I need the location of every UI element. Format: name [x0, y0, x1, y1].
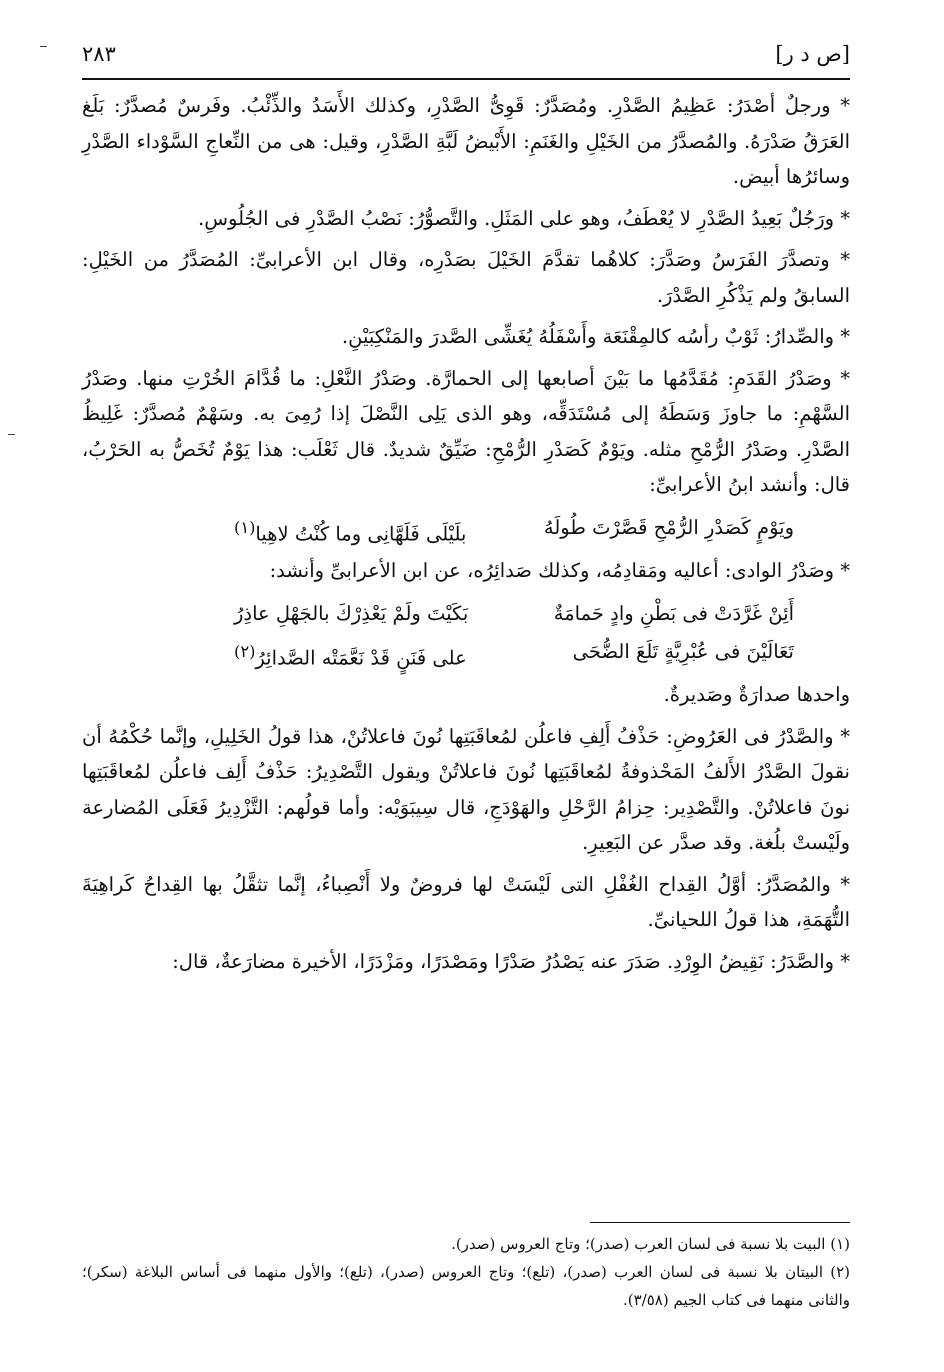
verse-hemistich-first: ويَوْمٍ كَصَدْرِ الرُّمْحِ قَصَّرْتَ طُولَهُ: [543, 515, 794, 539]
header-rule: [82, 78, 850, 80]
verse-line-3: [234, 633, 794, 678]
paragraph-6: * والصَّدْرُ فى العَرُوضِ: حَذْفُ أَلِفِ فاعلُن لمُعاقَبَتِها نُونَ فاعلاتُنْ، هذا قولُ الخَلِيلِ، وإنَّما حُكْمُهُ أن نقولَ الصَّدْرُ الأَلفُ المَحْذوفةُ لمُعاقَبَتِها نُونَ فاعلاتُنْ ويقول التَّصْدِيرُ: حَذْفُ أَلِف فاعلُن لمُعاقَبَتِها نونَ فاعلاتُنْ. والتَّصْدِير: حِزامُ الرَّحْلِ والهَوْدَجِ، قال سِيبَوَيْه: وأما قولُهم: التَّزْدِيرُ فَعَلَى المُضارعة ولَيْستْ بلُغة. وقد صدَّر عن البَعِيرِ.: [82, 724, 850, 854]
paragraph-8: * والصَّدَرُ: نَقِيضُ الوِرْدِ. صَدَرَ عنه يَصْدُرُ صَدْرًا ومَصْدَرًا، ومَزْدَرًا، الأخيرة مضارَعةٌ، قال:: [172, 949, 850, 973]
verse-hemistich-first: أَئِنْ غَرَّدَتْ فى بَطْنِ وادٍ حَمامَةٌ: [553, 601, 794, 625]
page-number: ٢٨٣: [82, 42, 116, 66]
verse-hemistich-second: بَكَيْتَ ولَمْ يَعْذِرْكَ بالجَهْلِ عاذِرُ: [234, 601, 469, 625]
margin-mark: [8, 434, 15, 435]
verse-line-1: [234, 509, 794, 554]
paragraph-7: * والمُصَدَّرُ: أوَّلُ القِداح الغُفْلِ التى لَيْسَتْ لها فروضٌ ولا أَنْصِباءُ، إنَّما تثقَّلُ بها القِداحُ كَراهِيَةَ التُّهَمَةِ، هذا قولُ اللحيانىِّ.: [82, 872, 850, 931]
verse-hemistich-second: [234, 509, 466, 554]
paragraph-wadi: * وصَدْرُ الوادى: أعاليه ومَقادِمُه، وكذلك صَدائِرُه، عن ابن الأعرابىِّ وأنشد:: [269, 559, 850, 582]
paragraph-wadi-end: واحدها صدارَةٌ وصَديرةٌ.: [663, 683, 850, 706]
paragraph-5: * وصَدْرُ القَدَمِ: مُقَدَّمُها ما بَيْنَ أصابعها إلى الحمارَّة. وصَدْرُ النَّعْلِ: ما قُدَّامَ الخُرْتِ منها. وصَدْرُ السَّهْمِ: ما جاوزَ وَسَطَهُ إلى مُسْتَدَقِّه، وهو الذى يَلِى النَّصْلَ إذا رُمِىَ به. وسَهْمٌ مُصدَّرٌ: غَلِيظُ الصَّدْرِ. وصَدْرُ الرُّمْحِ مثله. ويَوْمٌ كَصَدْرِ الرُّمْحِ: ضَيِّقٌ شديدٌ. قال ثَعْلَب: هذا يَوْمٌ تُخَصُّ به الحَرْبُ، قال: وأنشد ابنُ الأعرابىِّ:: [82, 366, 850, 496]
footnotes: [82, 1230, 850, 1314]
root-heading: [ص د ر]: [775, 42, 850, 66]
paragraph-1: * ورجلٌ أصْدَرُ: عَظِيمُ الصَّدْرِ. ومُصَدَّرٌ: قَوِىُّ الصَّدْرِ، وكذلك الأَسَدُ والذِّئْبُ. وفَرسٌ مُصدَّرٌ: بَلَغ العَرَقُ صَدْرَهُ. والمُصدَّرُ من الخَيْلِ والغَنَمِ: الأَبْيضُ لَبَّةِ الصَّدْرِ، وقيل: هى من النِّعاجِ السَّوْداء الصَّدْرِ وسائرُها أبيض.: [82, 94, 850, 188]
paragraph-4: * والصِّدارُ: ثَوْبٌ رأسُه كالمِقْنَعَة وأَسْفَلُهُ يُغَشِّى الصَّدرَ والمَنْكِبَيْنِ.: [341, 325, 850, 348]
footnote-1: (١) البيت بلا نسبة فى لسان العرب (صدر)؛ وتاج العروس (صدر).: [451, 1235, 850, 1253]
verse-second-text: بلَيْلَى فَلَهَّانِى وما كُنْتُ لاهِيا: [255, 522, 467, 545]
footnote-2: (٢) البيتان بلا نسبة فى لسان العرب (صدر)، (تلع)؛ وتاج العروس (صدر)، (تلع)؛ والأول منهما فى أساس البلاغة (سكر)؛ والثانى منهما فى كتاب الجيم (٣/٥٨).: [82, 1263, 850, 1309]
verse-hemistich-first: تَعَالَيْنَ فى عُبْرِيَّةٍ تَلَعَ الضُّحَى: [572, 639, 794, 663]
margin-mark: [40, 46, 47, 47]
paragraph-3: * وتصدَّرَ الفَرَسُ وصَدَّرَ: كلاهُما تقدَّمَ الخَيْلَ بصَدْرِه، وقال ابن الأعرابىِّ: المُصَدَّرُ من الخَيْلِ: السابقُ ولم يَذْكُرِ الصَّدْرَ.: [82, 248, 850, 307]
footnote-rule: [590, 1222, 850, 1223]
verse-second-text: على فَنَنٍ قَدْ نَعَّمَتْه الصَّدائِرُ: [255, 646, 467, 669]
main-text: [82, 88, 850, 985]
verse-line-2: [234, 595, 794, 633]
footnote-ref-2: (٢): [234, 641, 256, 661]
paragraph-2: * ورَجُلٌ بَعِيدُ الصَّدْرِ لا يُعْطَفُ، وهو على المَثَلِ. والتَّصوُّرُ: نَصْبُ الصَّدْرِ فى الجُلُوسِ.: [198, 206, 850, 230]
footnote-ref-1: (١): [234, 517, 256, 537]
verse-hemistich-second: [234, 633, 467, 678]
page-header: [82, 40, 850, 76]
